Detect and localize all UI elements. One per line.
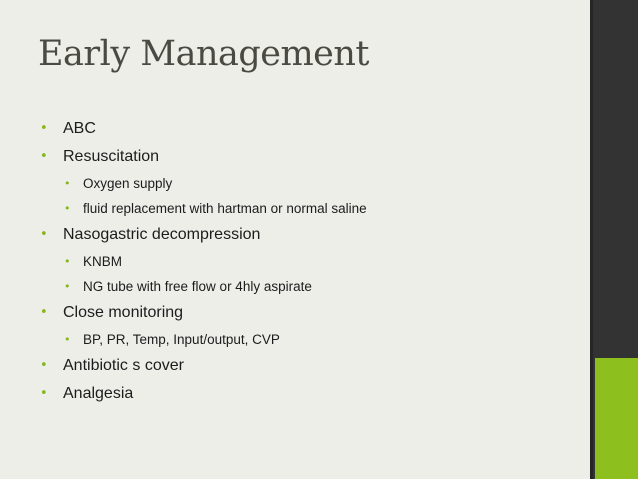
bullet-item: [40, 383, 580, 411]
sub-bullet-item: [40, 252, 580, 277]
bullet-item: [40, 224, 580, 252]
side-divider: [590, 0, 593, 479]
bullet-item: [40, 146, 580, 174]
bullet-dot-icon: •: [64, 280, 71, 293]
bullet-item: [40, 355, 580, 383]
sub-bullet-text: BP, PR, Temp, Input/output, CVP: [83, 332, 280, 347]
bullet-text: Antibiotic s cover: [63, 357, 184, 374]
sub-bullet-text: NG tube with free flow or 4hly aspirate: [83, 279, 312, 294]
bullet-dot-icon: •: [64, 177, 71, 190]
sub-bullet-item: [40, 174, 580, 199]
sub-bullet-text: KNBM: [83, 254, 123, 269]
sub-bullet-item: [40, 277, 580, 302]
bullet-item: [40, 302, 580, 330]
bullet-text: Close monitoring: [63, 304, 184, 321]
bullet-dot-icon: •: [64, 255, 71, 268]
bullet-text: Resuscitation: [63, 148, 160, 165]
bullet-text: Analgesia: [63, 385, 134, 402]
bullet-dot-icon: •: [40, 358, 48, 373]
bullet-text: Nasogastric decompression: [63, 226, 261, 243]
bullet-list: [40, 118, 580, 411]
sub-bullet-item: [40, 330, 580, 355]
accent-block: [595, 358, 638, 479]
bullet-item: [40, 118, 580, 146]
bullet-dot-icon: •: [40, 149, 48, 164]
bullet-dot-icon: •: [40, 121, 48, 136]
bullet-dot-icon: •: [40, 386, 48, 401]
sub-bullet-text: fluid replacement with hartman or normal saline: [83, 201, 367, 216]
sub-bullet-item: [40, 199, 580, 224]
slide-title: Early Management: [38, 34, 369, 74]
bullet-dot-icon: •: [40, 305, 48, 320]
bullet-text: ABC: [63, 120, 96, 137]
bullet-dot-icon: •: [64, 333, 71, 346]
bullet-dot-icon: •: [40, 227, 48, 242]
sub-bullet-text: Oxygen supply: [83, 176, 173, 191]
bullet-dot-icon: •: [64, 202, 71, 215]
